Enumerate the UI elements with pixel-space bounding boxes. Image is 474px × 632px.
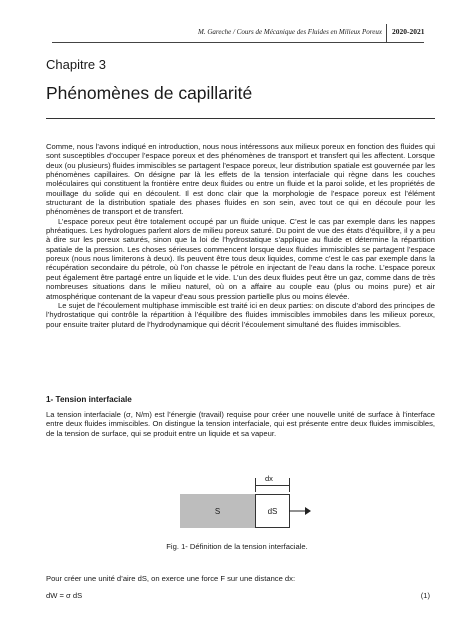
intro-text [46, 142, 435, 329]
dx-dimension-line [256, 485, 289, 486]
after-figure-text: Pour créer une unité d’aire dS, on exerce une force F sur une distance dx: [46, 574, 296, 583]
surface-s [180, 494, 255, 528]
figure-caption: Fig. 1- Définition de la tension interfaciale. [166, 542, 308, 551]
header-rule [52, 42, 424, 43]
chapter-label: Chapitre 3 [46, 57, 106, 72]
section-title: 1- Tension interfaciale [46, 395, 132, 404]
header-separator [386, 24, 387, 42]
dx-label: dx [265, 474, 273, 483]
surface-ds [255, 494, 290, 528]
surface-s-label: S [214, 506, 221, 516]
force-arrow-icon [289, 505, 311, 517]
page-header [0, 22, 474, 44]
header-author: M. Gareche / Cours de Mécanique des Fluides en Milieux Poreux [198, 28, 382, 36]
title-rule [46, 118, 435, 119]
surface-ds-label: dS [267, 506, 278, 516]
paragraph-1: Comme, nous l’avons indiqué en introduction, nous nous intéressons aux milieux poreux en fonction des fluides qui sont susceptibles d’occuper l’espace poreux et des phénomènes de transport et transfert qui les affectent. Lorsque deux (ou plusieurs) fluides immiscibles se partagent l’espace poreux, leur distribution spatiale est gouvernée par les phénomènes capillaires. On désigne par là les effets de la tension interfaciale qui règne dans les couches moléculaires qui constituent la frontière entre deux fluides ou entre un fluide et la paroi solide, et les propriétés de mouillage du solide qui en découlent. Il est donc clair que la morphologie de l’espace poreux est l’élément structurant de la distribution spatiale des phases fluides en son sein, avec tout ce qui en découle pour les phénomènes de transport et de transfert. [46, 142, 435, 217]
section-text: La tension interfaciale (σ, N/m) est l’énergie (travail) requise pour créer une nouvelle unité de surface à l’interface entre deux fluides immiscibles. On distingue la tension interfaciale, qui est présente entre deux fluides immiscibles, de la tension de surface, qui se produit entre un liquide et sa vapeur. [46, 410, 435, 438]
paragraph-3: Le sujet de l’écoulement multiphase immiscible est traité ici en deux parties: on discute d’abord des principes de l’hydrostatique qui contrôle la répartition à l’équilibre des fluides immiscibles immobiles dans les milieux poreux, pour ensuite traiter plutard de l’hydrodynamique qui décrit l’écoulement simultané des fluides immiscibles. [46, 300, 435, 329]
equation: dW = σ dS [46, 591, 83, 600]
equation-number: (1) [420, 591, 430, 600]
figure-interfacial-tension [180, 474, 310, 528]
paragraph-2: L’espace poreux peut être totalement occupé par un fluide unique. C’est le cas par exemple dans les nappes phréatiques. Les hydrologues parlent alors de milieu poreux saturé. Du point de vue des états d’équilibre, il y a peu à dire sur les poreux saturés, sinon que la loi de l’hydrostatique s’applique au fluide et détermine la répartition spatiale de la pression. Les choses sérieuses commencent lorsque deux fluides immiscibles se partagent l’espace poreux (nous nous limiterons à deux). Ils peuvent être tous deux liquides, comme c’est le cas par exemple dans la récupération secondaire du pétrole, où l’on chasse le pétrole en injectant de l’eau dans la roche. L’espace poreux peut également être partagé entre un liquide et le vide. L’un des deux fluides peut être un gaz, comme dans de très nombreuses situations dans le milieu naturel, où on a affaire au couple eau (plus ou moins pure) et air atmosphérique contenant de la vapeur d’eau sous pression partielle plus ou moins élevée. [46, 216, 435, 301]
dx-tick-right [289, 478, 290, 492]
header-year: 2020-2021 [392, 27, 425, 36]
chapter-title: Phénomènes de capillarité [46, 83, 253, 103]
